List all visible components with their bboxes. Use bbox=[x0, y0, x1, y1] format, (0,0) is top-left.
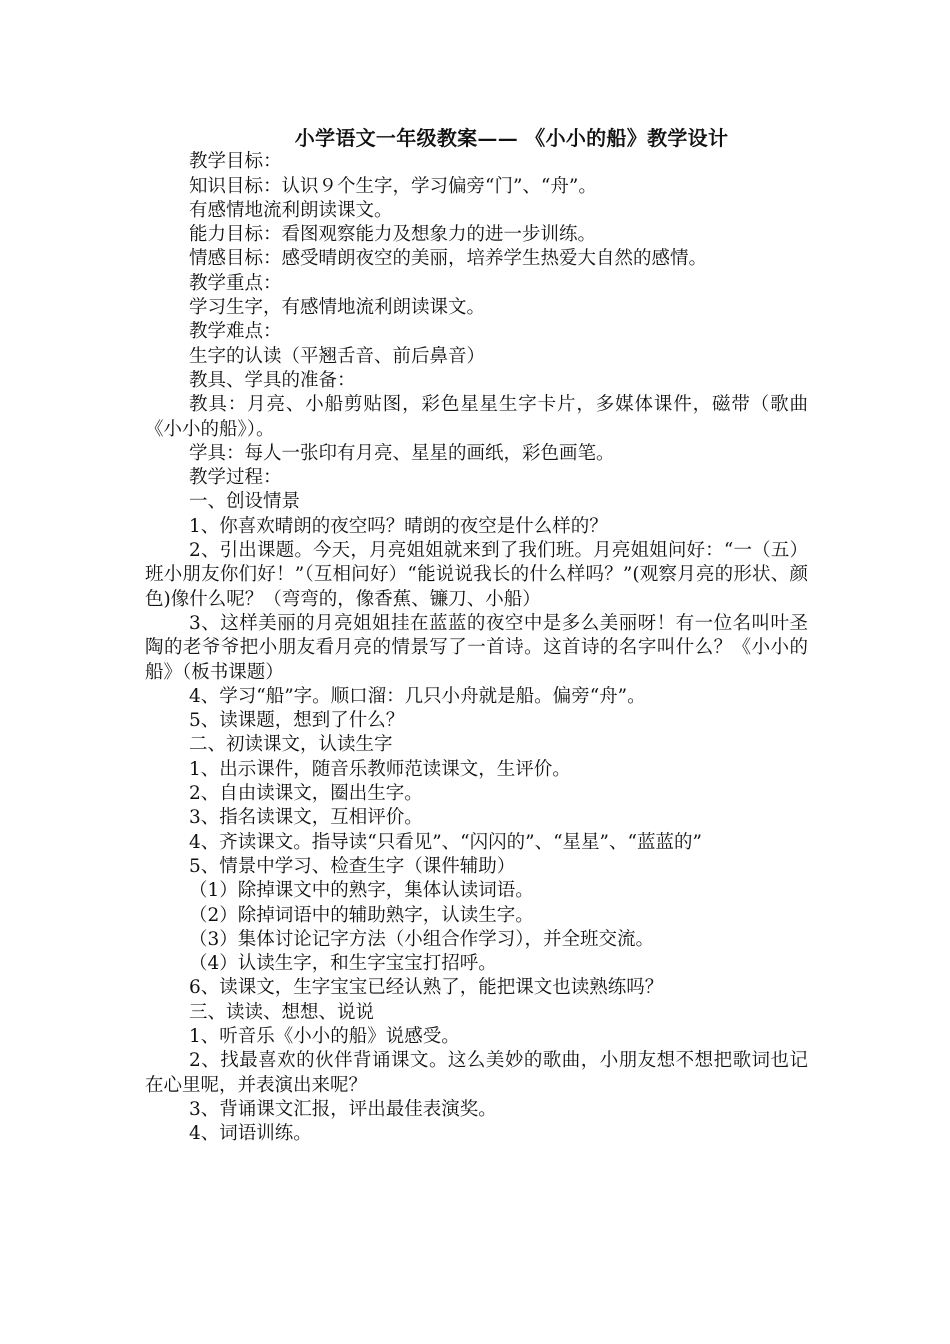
paragraph: （1）除掉课文中的熟字，集体认读词语。 bbox=[189, 880, 534, 902]
paragraph: 5、情景中学习、检查生字（课件辅助） bbox=[189, 855, 516, 877]
paragraph: 4、词语训练。 bbox=[189, 1123, 312, 1145]
paragraph: 3、指名读课文，互相评价。 bbox=[189, 807, 423, 829]
paragraph: （3）集体讨论记字方法（小组合作学习），并全班交流。 bbox=[189, 928, 655, 950]
document-title: 小学语文一年级教案—— 《小小的船》教学设计 bbox=[294, 126, 729, 150]
paragraph: 3、背诵课文汇报，评出最佳表演奖。 bbox=[189, 1098, 497, 1120]
paragraph: （4）认读生字，和生字宝宝打招呼。 bbox=[189, 953, 497, 975]
paragraph: 学具：每人一张印有月亮、星星的画纸，彩色画笔。 bbox=[189, 442, 615, 464]
paragraph: 二、初读课文，认读生字 bbox=[189, 734, 393, 756]
paragraph: 1、听音乐《小小的船》说感受。 bbox=[189, 1025, 460, 1047]
paragraph: 三、读读、想想、说说 bbox=[189, 1001, 375, 1023]
paragraph: 5、读课题，想到了什么？ bbox=[189, 710, 405, 732]
paragraph: 知识目标：认识９个生字，学习偏旁“门”、“舟”。 bbox=[189, 175, 597, 197]
paragraph: 生字的认读（平翘舌音、前后鼻音） bbox=[189, 345, 486, 367]
paragraph: （2）除掉词语中的辅助熟字，认读生字。 bbox=[189, 904, 534, 926]
paragraph: 一、创设情景 bbox=[189, 491, 301, 513]
paragraph: 4、齐读课文。指导读“只看见”、“闪闪的”、“星星”、“蓝蓝的” bbox=[189, 831, 702, 853]
paragraph: 情感目标：感受晴朗夜空的美丽，培养学生热爱大自然的感情。 bbox=[189, 248, 708, 270]
paragraph: 学习生字，有感情地流利朗读课文。 bbox=[189, 297, 486, 319]
paragraph: 6、读课文，生字宝宝已经认熟了，能把课文也读熟练吗？ bbox=[189, 977, 664, 999]
paragraph: 有感情地流利朗读课文。 bbox=[189, 199, 393, 221]
paragraph: 1、你喜欢晴朗的夜空吗？晴朗的夜空是什么样的？ bbox=[189, 515, 608, 537]
paragraph: 1、出示课件，随音乐教师范读课文，生评价。 bbox=[189, 758, 571, 780]
document-body bbox=[145, 126, 808, 1146]
paragraph: 教学重点： bbox=[189, 272, 282, 294]
paragraph: 教学过程： bbox=[189, 467, 282, 489]
paragraph: 4、学习“船”字。顺口溜：几只小舟就是船。偏旁“舟”。 bbox=[189, 685, 646, 707]
paragraph: 教具、学具的准备： bbox=[189, 369, 356, 391]
paragraph: 教学难点： bbox=[189, 321, 282, 343]
paragraph: 2、找最喜欢的伙伴背诵课文。这么美妙的歌曲，小朋友想不想把歌词也记在心里呢，并表演出来呢？ bbox=[145, 1050, 808, 1096]
paragraph: 2、引出课题。今天，月亮姐姐就来到了我们班。月亮姐姐问好：“一（五）班小朋友你们好！”（互相问好）“能说说我长的什么样吗？”(观察月亮的形状、颜色)像什么呢？（弯弯的，像香蕉、镰刀、小船） bbox=[145, 540, 808, 610]
paragraph: 能力目标：看图观察能力及想象力的进一步训练。 bbox=[189, 224, 597, 246]
paragraph: 3、这样美丽的月亮姐姐挂在蓝蓝的夜空中是多么美丽呀！有一位名叫叶圣陶的老爷爷把小朋友看月亮的情景写了一首诗。这首诗的名字叫什么？《小小的船》（板书课题） bbox=[145, 612, 808, 683]
paragraph: 教学目标： bbox=[189, 151, 282, 173]
paragraph: 2、自由读课文，圈出生字。 bbox=[189, 783, 423, 805]
paragraph: 教具：月亮、小船剪贴图，彩色星星生字卡片，多媒体课件，磁带（歌曲《小小的船》）。 bbox=[145, 394, 808, 440]
